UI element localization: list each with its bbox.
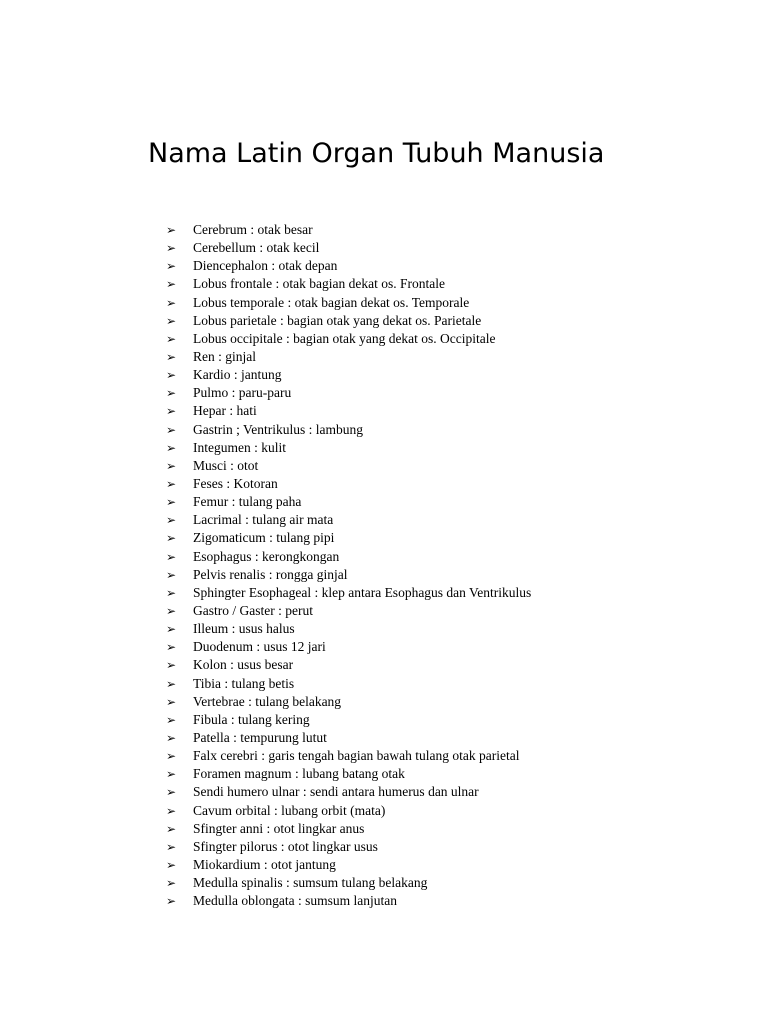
list-item-text: Tibia : tulang betis (193, 675, 295, 691)
arrowhead-bullet-icon: ➢ (166, 658, 177, 673)
arrowhead-bullet-icon: ➢ (166, 404, 177, 419)
arrowhead-bullet-icon: ➢ (166, 730, 177, 745)
list-item-text: Lobus frontale : otak bagian dekat os. Frontale (193, 276, 445, 292)
arrowhead-bullet-icon: ➢ (166, 749, 177, 764)
arrowhead-bullet-icon: ➢ (166, 876, 177, 891)
arrowhead-bullet-icon: ➢ (166, 640, 177, 655)
list-item-text: Lobus occipitale : bagian otak yang dekat os. Occipitale (193, 330, 496, 346)
arrowhead-bullet-icon: ➢ (166, 767, 177, 782)
list-item-text: Ren : ginjal (193, 348, 256, 364)
list-item-text: Falx cerebri : garis tengah bagian bawah tulang otak parietal (193, 748, 520, 764)
arrowhead-bullet-icon: ➢ (166, 313, 177, 328)
arrowhead-bullet-icon: ➢ (166, 712, 177, 727)
list-item-text: Miokardium : otot jantung (193, 856, 336, 872)
arrowhead-bullet-icon: ➢ (166, 676, 177, 691)
arrowhead-bullet-icon: ➢ (166, 458, 177, 473)
arrowhead-bullet-icon: ➢ (166, 603, 177, 618)
list-item-text: Gastro / Gaster : perut (193, 602, 313, 618)
arrowhead-bullet-icon: ➢ (166, 295, 177, 310)
list-item-text: Fibula : tulang kering (193, 711, 310, 727)
arrowhead-bullet-icon: ➢ (166, 857, 177, 872)
list-item-text: Cerebellum : otak kecil (193, 240, 320, 256)
arrowhead-bullet-icon: ➢ (166, 549, 177, 564)
list-item-text: Sphingter Esophageal : klep antara Esophagus dan Ventrikulus (193, 584, 532, 600)
arrowhead-bullet-icon: ➢ (166, 259, 177, 274)
list-item-text: Pelvis renalis : rongga ginjal (193, 566, 348, 582)
list-item-text: Feses : Kotoran (193, 475, 278, 491)
list-item-text: Musci : otot (193, 457, 259, 473)
arrowhead-bullet-icon: ➢ (166, 821, 177, 836)
list-item-text: Medulla spinalis : sumsum tulang belakang (193, 875, 428, 891)
list-item-text: Hepar : hati (193, 403, 257, 419)
arrowhead-bullet-icon: ➢ (166, 531, 177, 546)
list-item-text: Cavum orbital : lubang orbit (mata) (193, 802, 386, 818)
arrowhead-bullet-icon: ➢ (166, 368, 177, 383)
list-item-text: Diencephalon : otak depan (193, 258, 338, 274)
arrowhead-bullet-icon: ➢ (166, 349, 177, 364)
arrowhead-bullet-icon: ➢ (166, 223, 177, 237)
arrowhead-bullet-icon: ➢ (166, 894, 177, 909)
list-item-text: Vertebrae : tulang belakang (193, 693, 342, 709)
arrowhead-bullet-icon: ➢ (166, 803, 177, 818)
list-item-text: Lobus temporale : otak bagian dekat os. Temporale (193, 294, 470, 310)
arrowhead-bullet-icon: ➢ (166, 785, 177, 800)
arrowhead-bullet-icon: ➢ (166, 331, 177, 346)
list-item-text: Sendi humero ulnar : sendi antara humerus dan ulnar (193, 784, 479, 800)
arrowhead-bullet-icon: ➢ (166, 386, 177, 401)
list-item-text: Illeum : usus halus (193, 621, 295, 637)
arrowhead-bullet-icon: ➢ (166, 567, 177, 582)
list-item-text: Medulla oblongata : sumsum lanjutan (193, 893, 397, 909)
list-item-text: Gastrin ; Ventrikulus : lambung (193, 421, 363, 437)
list-item-text: Duodenum : usus 12 jari (193, 639, 326, 655)
document-title: Nama Latin Organ Tubuh Manusia (148, 138, 605, 169)
list-item-text: Cerebrum : otak besar (193, 222, 313, 237)
list-item-text: Sfingter pilorus : otot lingkar usus (193, 838, 378, 854)
list-item-text: Sfingter anni : otot lingkar anus (193, 820, 365, 836)
arrowhead-bullet-icon: ➢ (166, 476, 177, 491)
list-item-text: Integumen : kulit (193, 439, 286, 455)
arrowhead-bullet-icon: ➢ (166, 513, 177, 528)
list-item-text: Lobus parietale : bagian otak yang dekat os. Parietale (193, 312, 482, 328)
list-item-text: Foramen magnum : lubang batang otak (193, 766, 405, 782)
list-item-text: Kolon : usus besar (193, 657, 294, 673)
arrowhead-bullet-icon: ➢ (166, 440, 177, 455)
list-item-text: Esophagus : kerongkongan (193, 548, 340, 564)
list-item-text: Kardio : jantung (193, 367, 282, 383)
list-item-text: Zigomaticum : tulang pipi (193, 530, 335, 546)
arrowhead-bullet-icon: ➢ (166, 277, 177, 292)
list-item-text: Pulmo : paru-paru (193, 385, 292, 401)
arrowhead-bullet-icon: ➢ (166, 622, 177, 637)
list-item-text: Patella : tempurung lutut (193, 729, 327, 745)
arrowhead-bullet-icon: ➢ (166, 839, 177, 854)
list-item-text: Femur : tulang paha (193, 494, 302, 510)
arrowhead-bullet-icon: ➢ (166, 585, 177, 600)
arrowhead-bullet-icon: ➢ (166, 495, 177, 510)
arrowhead-bullet-icon: ➢ (166, 694, 177, 709)
arrowhead-bullet-icon: ➢ (166, 422, 177, 437)
list-item-text: Lacrimal : tulang air mata (193, 512, 334, 528)
arrowhead-bullet-icon: ➢ (166, 241, 177, 256)
